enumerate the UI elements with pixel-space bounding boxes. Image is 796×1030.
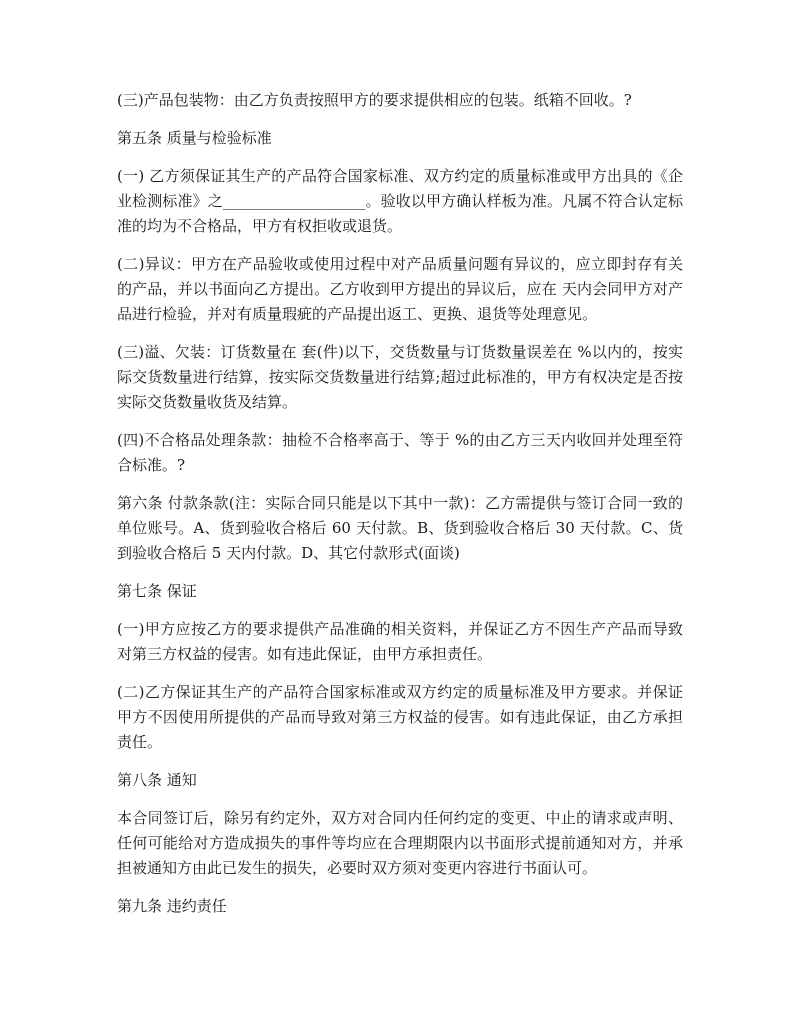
notice-clause: 本合同签订后，除另有约定外，双方对合同内任何约定的变更、中止的请求或声明、任何可能给对方造成损失的事件等均应在合理期限内以书面形式提前通知对方，并承担被通知方由此已发生的损失，必要时双方须对变更内容进行书面认可。 bbox=[117, 809, 683, 877]
quality-clause-4: (四)不合格品处理条款：抽检不合格率高于、等于 %的由乙方三天内收回并处理至符合标准。? bbox=[117, 431, 683, 474]
article-8-heading: 第八条 通知 bbox=[117, 771, 197, 789]
document-page bbox=[117, 88, 683, 919]
quality-clause-1: (一) 乙方须保证其生产的产品符合国家标准、双方约定的质量标准或甲方出具的《企业检测标准》之___________________。验收以甲方确认样板为准。凡属不符合认定标准的均为不合格品，甲方有权拒收或退货。 bbox=[117, 167, 683, 235]
article-6-payment: 第六条 付款条款(注：实际合同只能是以下其中一款)：乙方需提供与签订合同一致的单位账号。A、货到验收合格后 60 天付款。B、货到验收合格后 30 天付款。C、货到验收合格后 5 天内付款。D、其它付款形式(面谈) bbox=[117, 494, 683, 562]
article-5-heading: 第五条 质量与检验标准 bbox=[117, 129, 272, 147]
article-9-heading: 第九条 违约责任 bbox=[117, 897, 227, 915]
quality-clause-3: (三)溢、欠装：订货数量在 套(件)以下，交货数量与订货数量误差在 %以内的，按实际交货数量进行结算，按实际交货数量进行结算;超过此标准的，甲方有权决定是否按实际交货数量收货及结算。 bbox=[117, 343, 683, 411]
warranty-clause-1: (一)甲方应按乙方的要求提供产品准确的相关资料，并保证乙方不因生产产品而导致对第三方权益的侵害。如有违此保证，由甲方承担责任。 bbox=[117, 620, 683, 663]
article-7-heading: 第七条 保证 bbox=[117, 582, 197, 600]
packaging-clause: (三)产品包装物：由乙方负责按照甲方的要求提供相应的包装。纸箱不回收。? bbox=[117, 91, 632, 109]
quality-clause-2: (二)异议：甲方在产品验收或使用过程中对产品质量问题有异议的，应立即封存有关的产品，并以书面向乙方提出。乙方收到甲方提出的异议后，应在 天内会同甲方对产品进行检验，并对有质量瑕疵的产品提出返工、更换、退货等处理意见。 bbox=[117, 255, 683, 323]
warranty-clause-2: (二)乙方保证其生产的产品符合国家标准或双方约定的质量标准及甲方要求。并保证甲方不因使用所提供的产品而导致对第三方权益的侵害。如有违此保证，由乙方承担责任。 bbox=[117, 683, 683, 751]
